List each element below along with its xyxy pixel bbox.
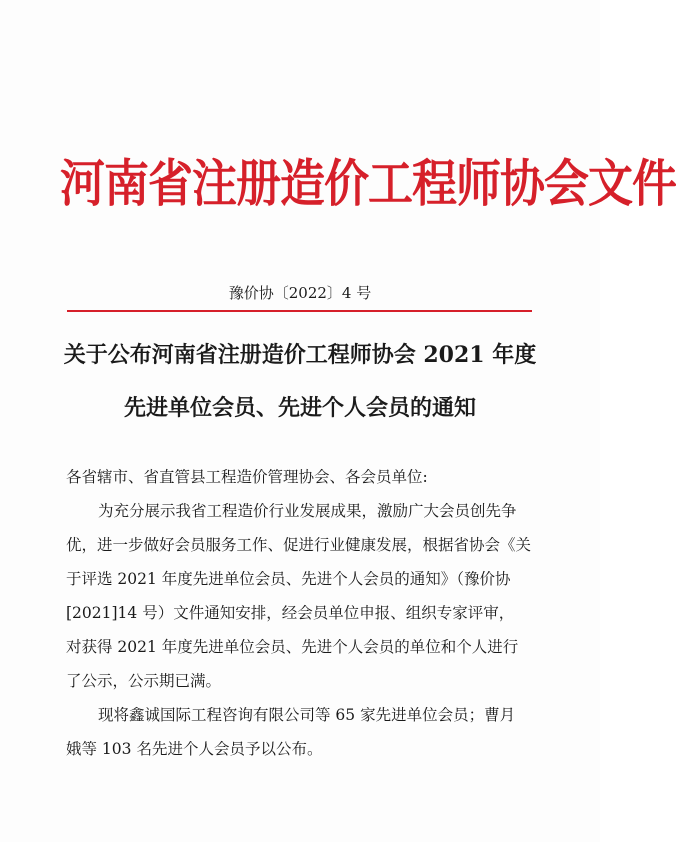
paragraph-2-line-1: 现将鑫诚国际工程咨询有限公司等 65 家先进单位会员；曹月 xyxy=(98,706,516,724)
paragraph-1-line-6: 了公示，公示期已满。 xyxy=(66,672,222,690)
paragraph-2-line-2: 娥等 103 名先进个人会员予以公布。 xyxy=(66,740,323,758)
org-header-title: 河南省注册造价工程师协会文件 xyxy=(60,153,676,214)
paragraph-1-line-4: [2021]14 号）文件通知安排，经会员单位申报、组织专家评审， xyxy=(66,604,515,622)
notice-title-line-2: 先进单位会员、先进个人会员的通知 xyxy=(123,395,476,421)
paragraph-1-line-3: 于评选 2021 年度先进单位会员、先进个人会员的通知》（豫价协 xyxy=(66,570,511,588)
paragraph-1-line-5: 对获得 2021 年度先进单位会员、先进个人会员的单位和个人进行 xyxy=(66,638,519,656)
document-number: 豫价协〔2022〕4 号 xyxy=(228,284,372,302)
body-text xyxy=(66,460,536,760)
recipients-line: 各省辖市、省直管县工程造价管理协会、各会员单位: xyxy=(66,468,428,486)
red-divider xyxy=(67,310,532,312)
paragraph-1-line-2: 优，进一步做好会员服务工作、促进行业健康发展，根据省协会《关 xyxy=(66,536,532,554)
paragraph-1-line-1: 为充分展示我省工程造价行业发展成果，激励广大会员创先争 xyxy=(98,502,517,520)
notice-title-line-1: 关于公布河南省注册造价工程师协会 2021 年度 xyxy=(63,342,537,368)
